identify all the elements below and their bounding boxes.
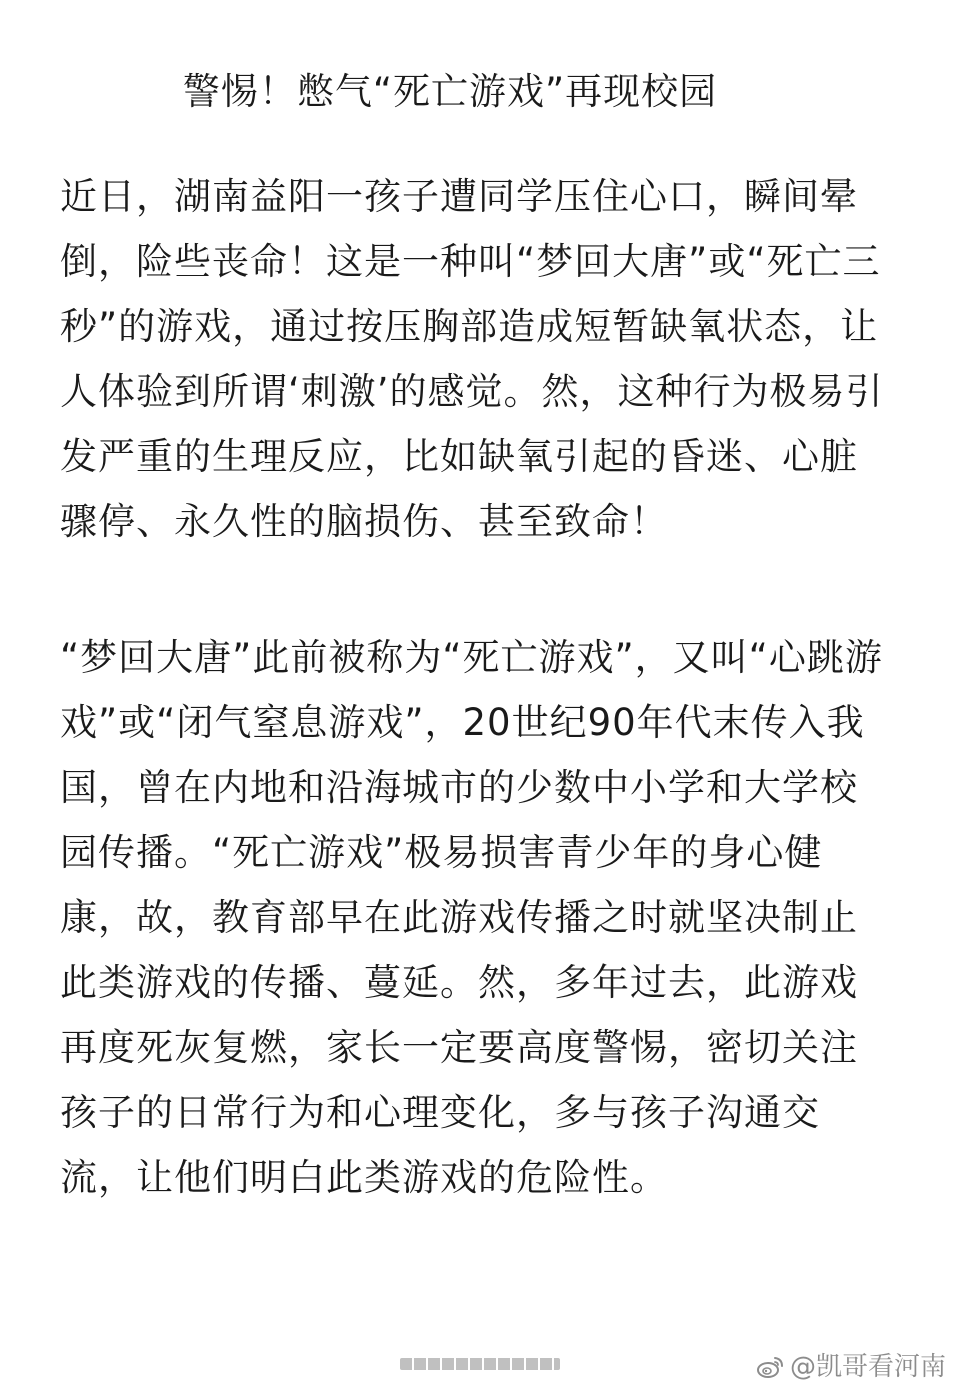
paragraph-line: 此类游戏的传播、蔓延。然，多年过去，此游戏 xyxy=(60,961,858,1004)
article-paragraph-1 xyxy=(60,164,910,554)
weibo-logo-icon xyxy=(756,1355,784,1379)
paragraph-line: 再度死灰复燃，家长一定要高度警惕，密切关注 xyxy=(60,1026,858,1069)
paragraph-line: 发严重的生理反应，比如缺氧引起的昏迷、心脏 xyxy=(60,435,858,478)
paragraph-line: 国，曾在内地和沿海城市的少数中小学和大学校 xyxy=(60,766,858,809)
paragraph-line: 园传播。“死亡游戏”极易损害青少年的身心健 xyxy=(60,831,823,874)
paragraph-line: 人体验到所谓‘刺激’的感觉。然，这种行为极易引 xyxy=(60,370,884,413)
paragraph-line: 流，让他们明白此类游戏的危险性。 xyxy=(60,1156,668,1199)
page-indicator-bar xyxy=(400,1358,560,1370)
paragraph-line: 近日，湖南益阳一孩子遭同学压住心口，瞬间晕 xyxy=(60,175,858,218)
paragraph-line: 戏”或“闭气窒息游戏”，20世纪90年代末传入我 xyxy=(60,701,865,744)
paragraph-line: 秒”的游戏，通过按压胸部造成短暂缺氧状态，让 xyxy=(60,305,879,348)
paragraph-line: 倒，险些丧命！这是一种叫“梦回大唐”或“死亡三 xyxy=(60,240,881,283)
weibo-watermark xyxy=(756,1352,946,1382)
paragraph-line: “梦回大唐”此前被称为“死亡游戏”，又叫“心跳游 xyxy=(60,636,883,679)
paragraph-line: 康，故，教育部早在此游戏传播之时就坚决制止 xyxy=(60,896,858,939)
article-paragraph-2 xyxy=(60,625,910,1210)
paragraph-line: 骤停、永久性的脑损伤、甚至致命！ xyxy=(60,500,668,543)
watermark-text: @凯哥看河南 xyxy=(789,1352,946,1382)
article-title: 警惕！憋气“死亡游戏”再现校园 xyxy=(182,70,718,113)
paragraph-line: 孩子的日常行为和心理变化，多与孩子沟通交 xyxy=(60,1091,820,1134)
